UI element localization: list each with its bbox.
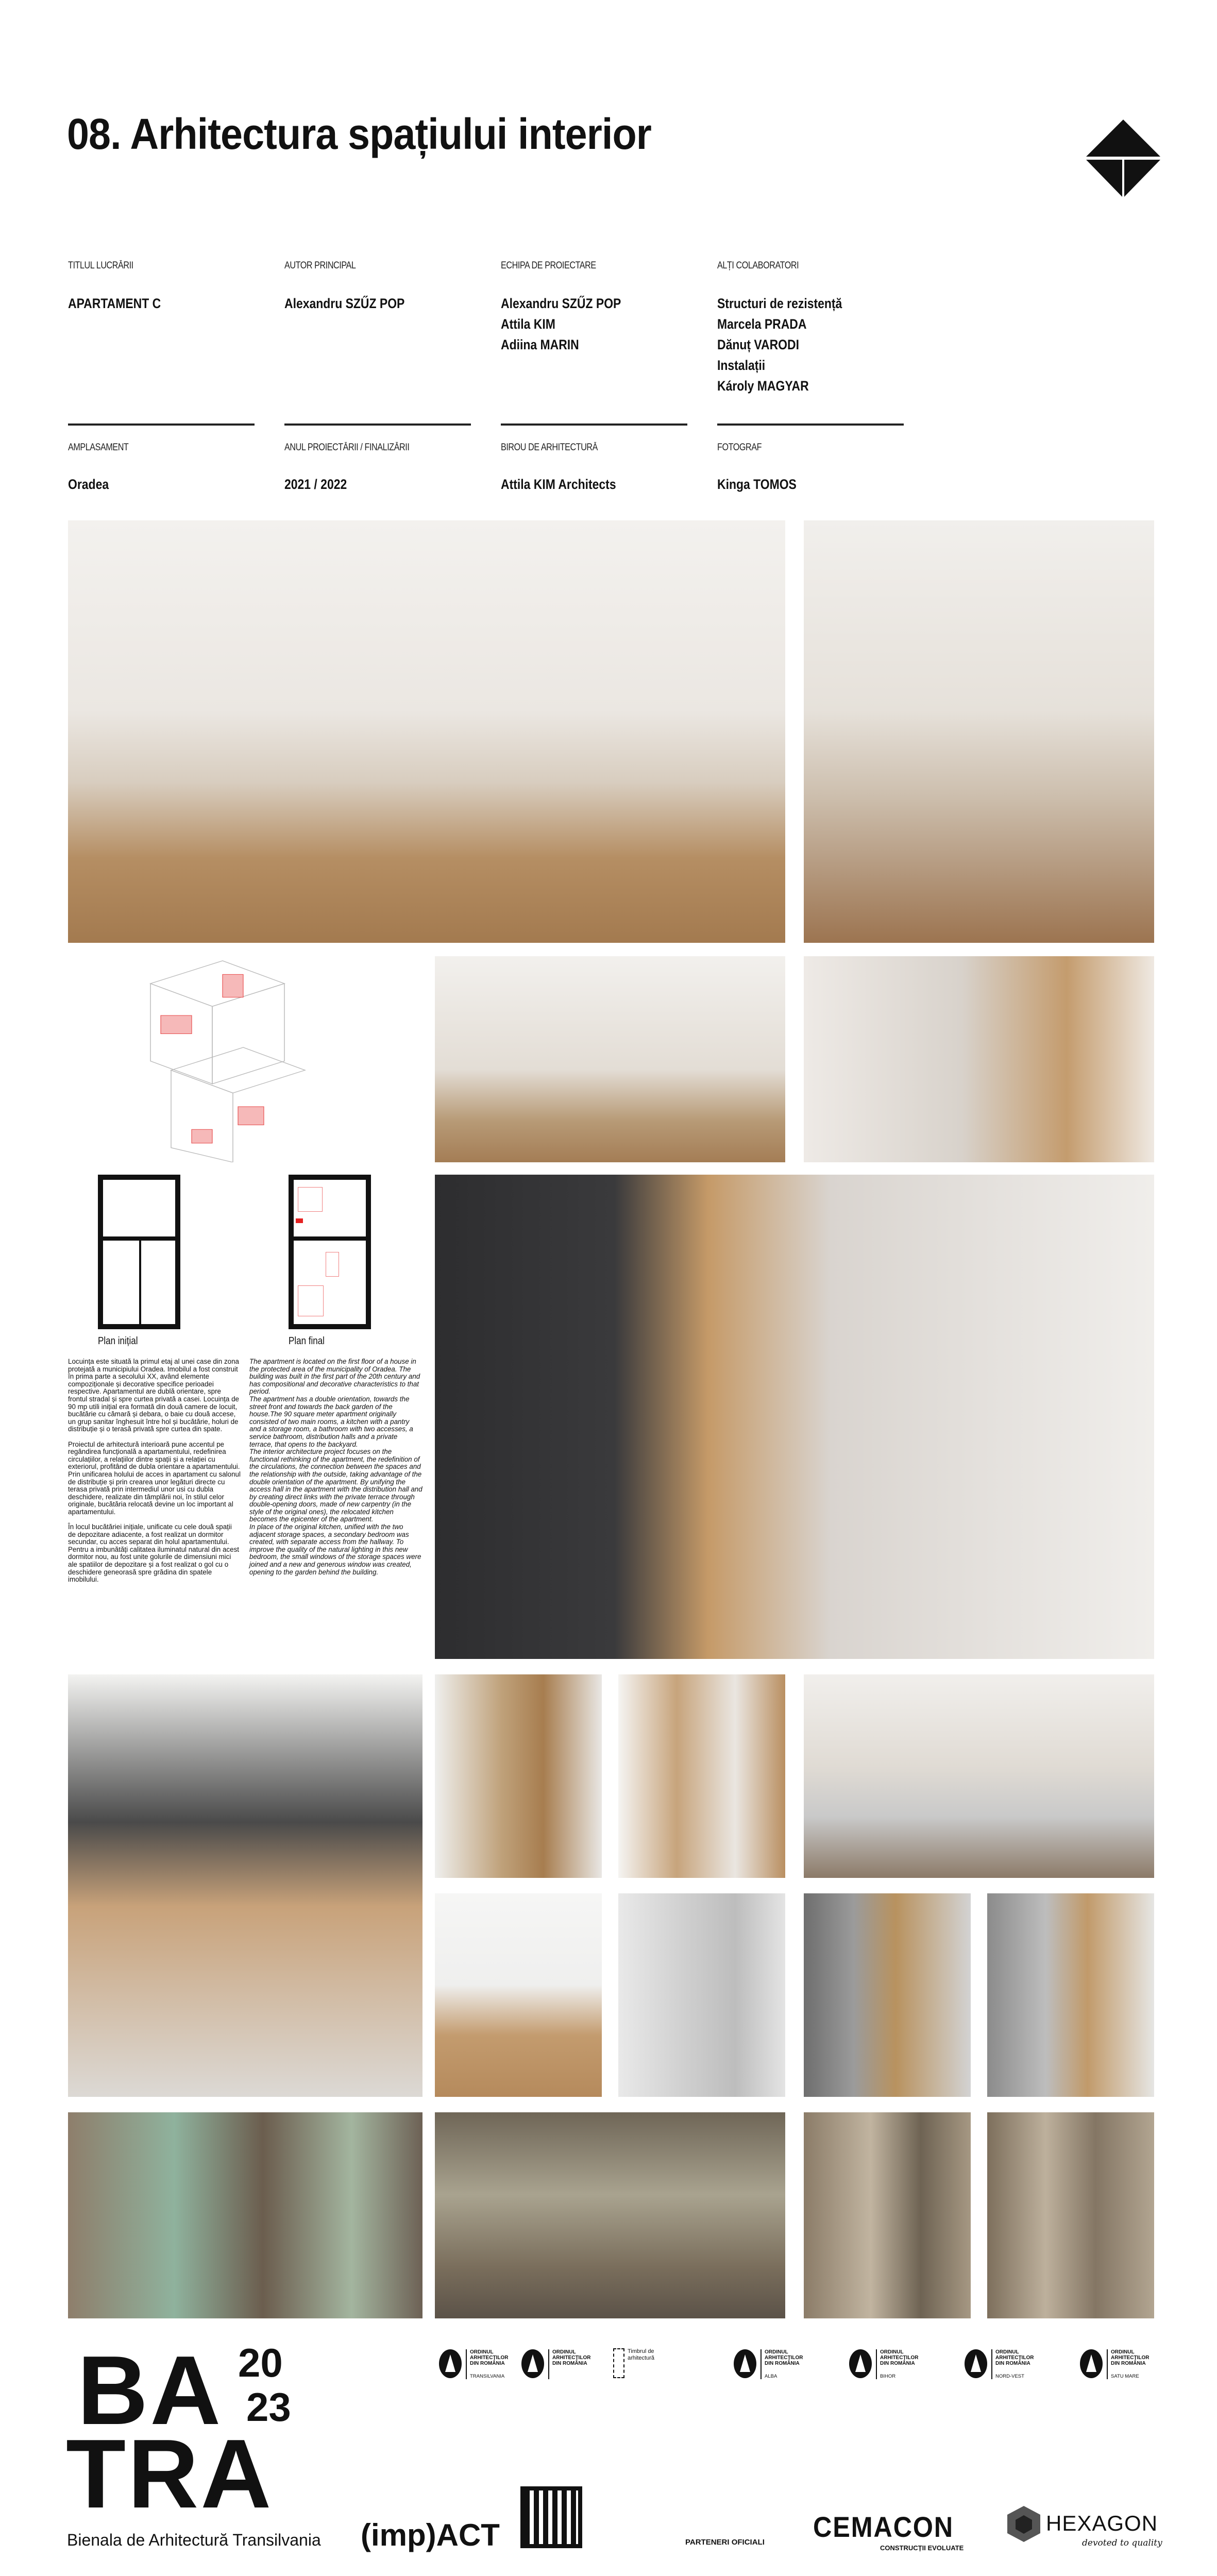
hexagon-tagline: devoted to quality (1082, 2538, 1162, 2548)
oar-logo-national: ORDINUL ARHITECȚILOR DIN ROMÂNIA (521, 2349, 590, 2380)
divider (501, 423, 687, 426)
qr-code-icon[interactable] (520, 2486, 582, 2548)
oar-logo-nord-vest: ORDINUL ARHITECȚILOR DIN ROMÂNIA NORD-VEST (965, 2349, 1034, 2380)
description-en (249, 1358, 422, 1576)
paragraph: În locul bucătăriei inițiale, unificate cu cele două spații de depozitare adiacente, a fost realizat un dormitor secundar, cu acces separat din holul apartamentului. Pentru a imbunătăți calitatea iluminatul natural din acest dormitor nou, au fost unite golurile de dimensiuni mici ale spatiilor de depozitare și a fost realizat o gol cu o deschidere geneorasă spre grădina din spatele imobilului. (68, 1523, 239, 1584)
label-office: BIROU DE ARHITECTURĂ (501, 442, 598, 453)
cemacon-logo: CEMACON (813, 2511, 954, 2543)
paragraph: In place of the original kitchen, unified with the two adjacent storage spaces, a secondary bedroom was created, with separate access from the hallway. To improve the quality of the natural lighting in this new bedroom, the small windows of the storage spaces were joined and a new and generous window was created, opening to the garden behind the building. (249, 1523, 421, 1576)
batra-year-top: 20 (238, 2340, 283, 2385)
paragraph: Proiectul de arhitectură interioară pune accentul pe regândirea funcțională a apartamentului, redefinirea circulațiilor, a relațiilor dintre spații și a relației cu exteriorul, profitând de dubla orientare a apartamentului. Prin unificarea holului de acces in apartament cu salonul de distribuție și prin crearea unor legături directe cu terasa privată prin intermediul unor usi cu dubla deschidere, realizate din tâmplării noi, în stilul celor originale, bucătăria relocată devine un loc important al apartamentului. (68, 1440, 241, 1516)
hexagon-logo-icon (1007, 2506, 1040, 2542)
paragraph: The apartment is located on the first floor of a house in the protected area of the municipality of Oradea. The building was built in the first part of the 20th century and has compositional and decorative characteristics to that period. (249, 1358, 420, 1396)
value-year: 2021 / 2022 (284, 477, 347, 492)
oar-logo-bihor: ORDINUL ARHITECȚILOR DIN ROMÂNIA BIHOR (849, 2349, 918, 2380)
batra-year-bottom: 23 (246, 2384, 291, 2430)
plan-initial-drawing (98, 1175, 180, 1329)
value-author: Alexandru SZŰZ POP (284, 296, 405, 311)
photo-bathroom (804, 1893, 971, 2097)
info-location-block (68, 442, 139, 495)
paragraph: The apartment has a double orientation, towards the street front and towards the back garden of the house.The 90 square meter apartment originally consisted of two main rooms, a kitchen with a pantry and a storage room, a bathroom with two accesses, a service bathroom, distribution halls and a private terrace, that opens to the backyard. (249, 1395, 413, 1448)
impact-logo: (imp)ACT (361, 2518, 500, 2552)
team-member: Attila KIM (501, 316, 555, 332)
description-ro (68, 1358, 241, 1591)
collaborator: Károly MAGYAR (717, 378, 809, 394)
paragraph: The interior architecture project focuses on the functional rethinking of the apartment, the redefinition of the circulations, the connection between the spaces and the relationship with the outside, taking advantage of the double orientation of the apartment. By unifying the access hall in the apartment with the distribution hall and by creating direct links with the private terrace through double-opening doors, made of new carpentry (in the style of the original ones), the relocated kitchen becomes the epicenter of the apartment. (249, 1448, 422, 1523)
photo-demolition-4 (987, 2112, 1154, 2318)
plan-initial-caption: Plan inițial (98, 1335, 138, 1347)
oar-logo-satu-mare: ORDINUL ARHITECȚILOR DIN ROMÂNIA SATU MARE (1080, 2349, 1149, 2380)
axonometric-drawing (68, 956, 422, 1162)
label-team: ECHIPA DE PROIECTARE (501, 260, 596, 271)
photo-living-room-wide (68, 520, 785, 943)
team-member: Adiina MARIN (501, 337, 579, 352)
photo-shower (618, 1893, 785, 2097)
label-year: ANUL PROIECTĂRII / FINALIZĂRII (284, 442, 410, 453)
divider (68, 423, 255, 426)
info-collaborators-block (717, 260, 864, 396)
info-year-block (284, 442, 431, 495)
photo-demolition-2 (435, 2112, 785, 2318)
timbru-stamp-icon (613, 2348, 624, 2378)
team-member: Alexandru SZŰZ POP (501, 296, 621, 311)
page-title: 08. Arhitectura spațiului interior (67, 110, 651, 158)
cemacon-tagline: CONSTRUCȚII EVOLUATE (880, 2544, 964, 2552)
oar-logo-alba: ORDINUL ARHITECȚILOR DIN ROMÂNIA ALBA (734, 2349, 803, 2380)
photo-wardrobe (618, 1674, 785, 1878)
photo-demolition-3 (804, 2112, 971, 2318)
label-title: TITLUL LUCRĂRII (68, 260, 133, 271)
value-title: APARTAMENT C (68, 296, 161, 311)
value-photographer: Kinga TOMOS (717, 477, 797, 492)
photo-bedroom (804, 1674, 1154, 1878)
divider (717, 423, 904, 426)
compass-logo-icon (1086, 120, 1160, 197)
label-author: AUTOR PRINCIPAL (284, 260, 356, 271)
collaborator: Marcela PRADA (717, 316, 807, 332)
paragraph: Locuința este situată la primul etaj al unei case din zona protejată a municipiului Oradea. Imobilul a fost construit în prima parte a secolului XX, având elemente compoziționale și decorative specifice perioadei respective. Apartamentul are dublă orientare, spre frontul stradal și spre curtea privată a casei. Locuința de 90 mp utili inițial era formată din două camere de locuit, bucătărie cu cămară și debara, o baie cu două accese, un grup sanitar înghesuit între hol și bucătărie, holuri de distribuție și o terasă privată spre curtea din spate. (68, 1358, 239, 1433)
batra-logo-tra: TRA (66, 2419, 274, 2529)
info-photographer-block (717, 442, 810, 495)
photo-living-room-chandelier (804, 520, 1154, 943)
photo-dining-area (68, 1674, 422, 2097)
photo-washbasin (987, 1893, 1154, 2097)
label-photographer: FOTOGRAF (717, 442, 762, 453)
label-location: AMPLASAMENT (68, 442, 129, 453)
photo-kitchen-dining (804, 956, 1154, 1162)
photo-demolition-1 (68, 2112, 422, 2318)
plan-final-drawing (289, 1175, 371, 1329)
hexagon-logo-text: HEXAGON (1046, 2511, 1158, 2535)
biennale-subtitle: Bienala de Arhitectură Transilvania (67, 2531, 321, 2549)
plan-final-caption: Plan final (289, 1335, 325, 1347)
value-office: Attila KIM Architects (501, 477, 616, 492)
label-collaborators: ALȚI COLABORATORI (717, 260, 799, 271)
info-author-block (284, 260, 426, 314)
value-location: Oradea (68, 477, 109, 492)
photo-kitchen-island (435, 1175, 1154, 1659)
collaborator: Structuri de rezistență (717, 296, 842, 311)
divider (284, 423, 471, 426)
collaborator: Dănuț VARODI (717, 337, 799, 352)
info-title-block (68, 260, 177, 314)
partners-label: PARTENERI OFICIALI (685, 2538, 765, 2547)
info-team-block (501, 260, 643, 355)
photo-hallway-living (435, 956, 785, 1162)
collaborator: Instalații (717, 358, 766, 373)
oar-logo-transilvania: ORDINUL ARHITECȚILOR DIN ROMÂNIA TRANSILVANIA (439, 2349, 508, 2380)
batra-logo-ba: BA (77, 2336, 223, 2445)
timbru-label: Timbrul de arhitectură (628, 2348, 654, 2361)
info-office-block (501, 442, 636, 495)
photo-bedroom-secondary (435, 1893, 602, 2097)
photo-wood-volume (435, 1674, 602, 1878)
